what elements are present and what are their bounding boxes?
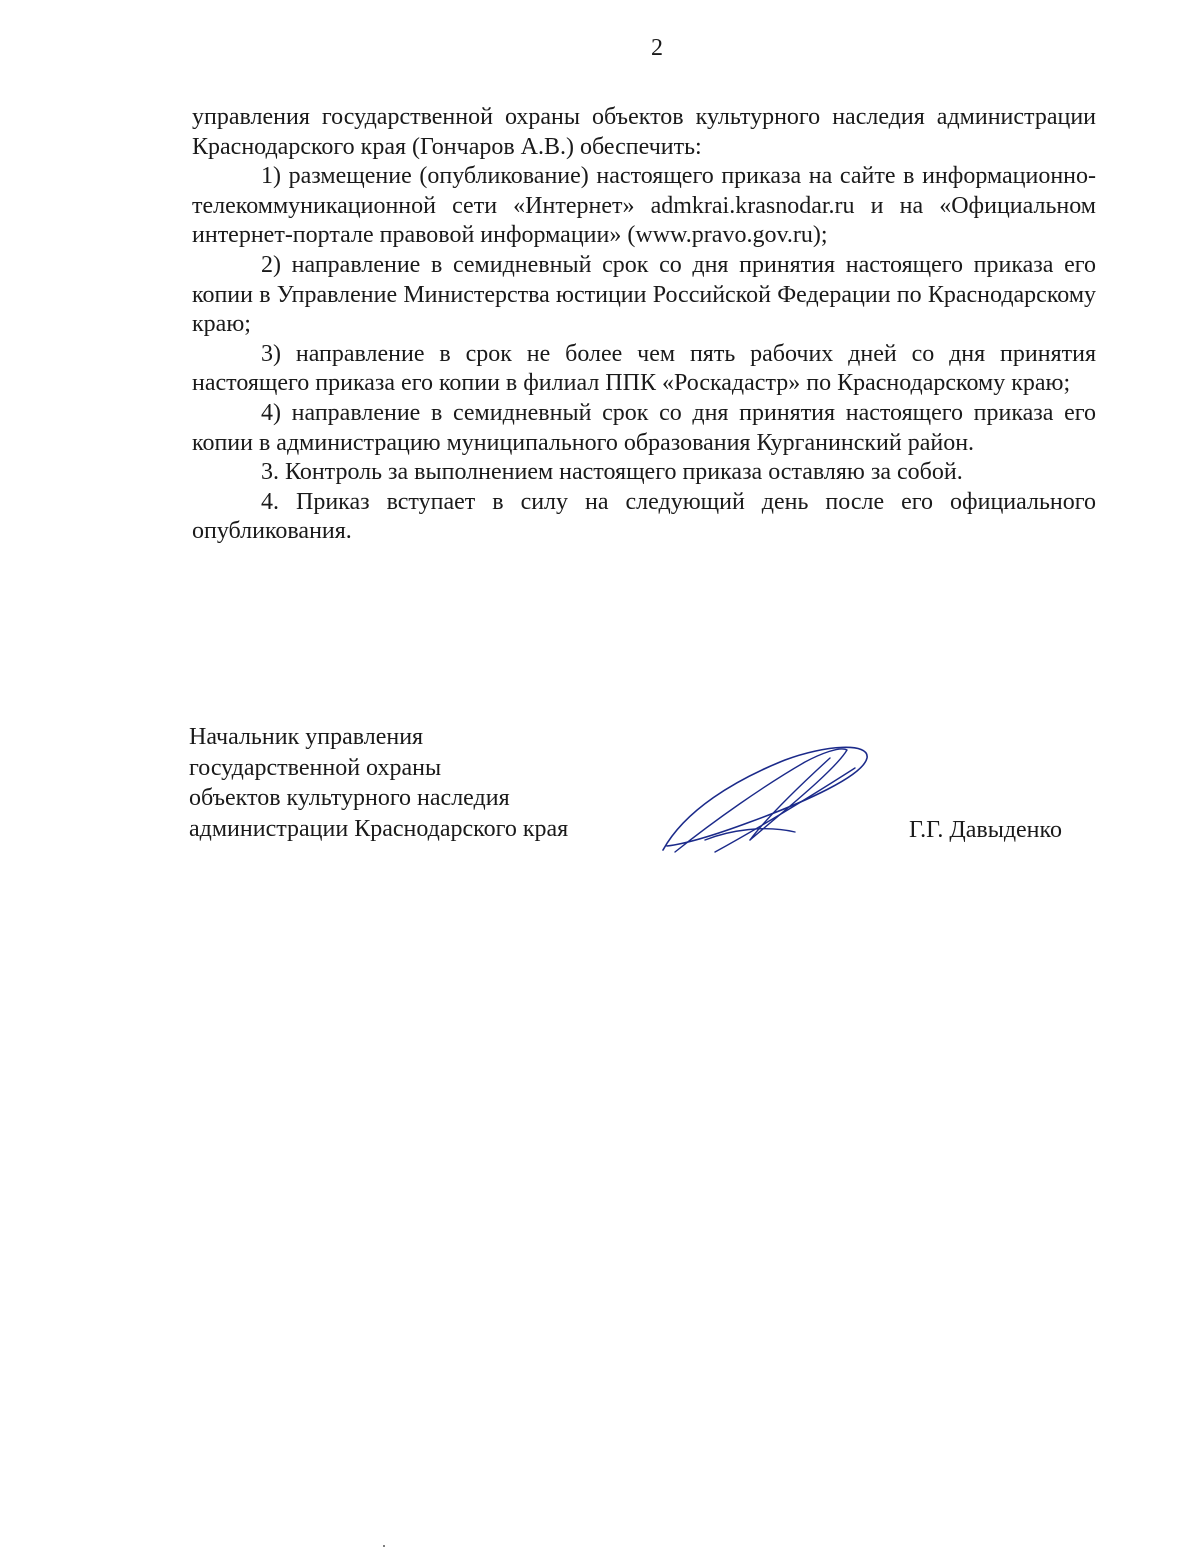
signer-position-line: Начальник управления <box>189 724 424 750</box>
paragraph-control: 3. Контроль за выполнением настоящего приказа оставляю за собой. <box>261 459 963 486</box>
scan-speck <box>383 1545 385 1547</box>
paragraph-item-4: 4) направление в семидневный срок со дня принятия настоящего приказа его копии в администрацию муниципального образования Курганинский район. <box>192 399 1096 456</box>
signer-position-line: государственной охраны <box>189 754 442 781</box>
page-number: 2 <box>651 35 663 61</box>
paragraph-continuation: управления государственной охраны объектов культурного наследия администрации Краснодарского края (Гончаров А.В.) обеспечить: <box>192 104 1096 160</box>
paragraph-item-2: 2) направление в семидневный срок со дня принятия настоящего приказа его копии в Управление Министерства юстиции Российской Федерации по Краснодарскому краю; <box>192 251 1096 338</box>
document-body <box>192 103 1096 547</box>
paragraph-effective-date: 4. Приказ вступает в силу на следующий день после его официального опубликования. <box>192 488 1096 545</box>
signer-position-line: администрации Краснодарского края <box>189 815 569 842</box>
paragraph-item-3: 3) направление в срок не более чем пять рабочих дней со дня принятия настоящего приказа его копии в филиал ППК «Роскадастр» по Краснодарскому краю; <box>192 340 1096 397</box>
signer-position <box>189 722 629 844</box>
signer-position-line: объектов культурного наследия <box>189 785 510 811</box>
handwritten-signature <box>655 740 875 858</box>
signer-name: Г.Г. Давыденко <box>909 817 1062 843</box>
paragraph-item-1: 1) размещение (опубликование) настоящего приказа на сайте в информационно-телекоммуникационной сети «Интернет» admkrai.krasnodar.ru и на «Официальном интернет-портале правовой информации» (www.pravo.gov.ru); <box>192 163 1096 249</box>
